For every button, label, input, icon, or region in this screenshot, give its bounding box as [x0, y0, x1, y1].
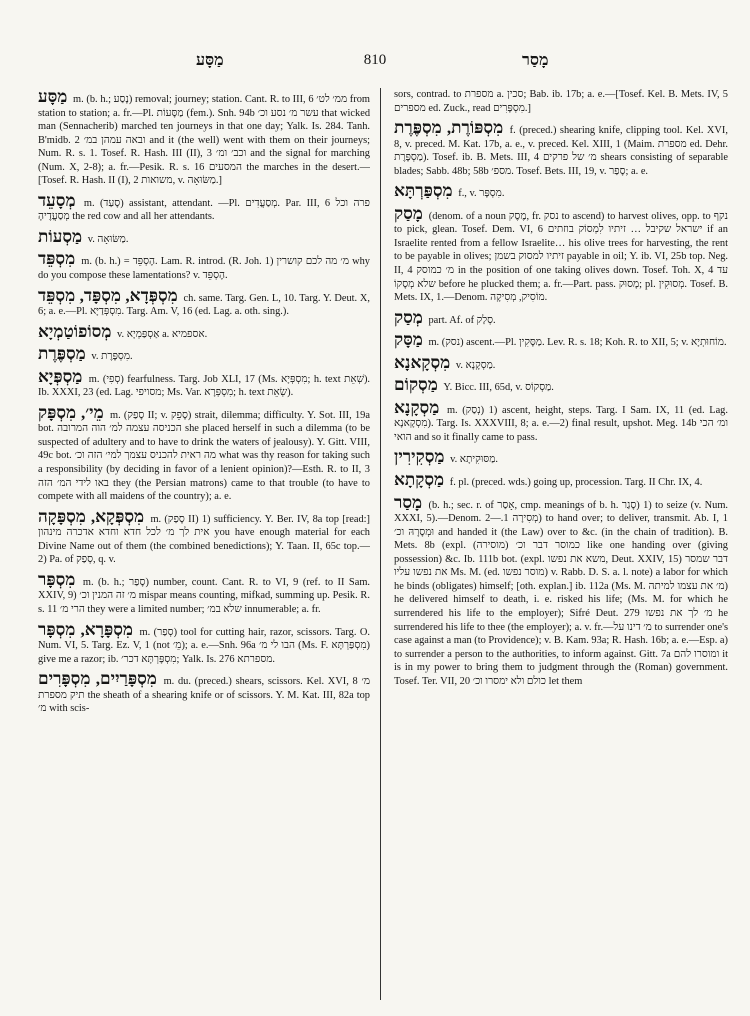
- running-header: [0, 52, 750, 78]
- dictionary-entry: [394, 88, 728, 115]
- dictionary-entry: [394, 205, 728, 305]
- entry-definition: m. (b. h.; סָפַר) number, count. Cant. R. to VI, 9 (ref. to II Sam. XXIV, 9) מ׳ זה המנין וכ׳ mispar means counting, mifkad, summing up. Pesik. R. s. 11 הרי מ׳ they were a limited number; שלא במ׳ innumerable; a. fr.: [38, 576, 370, 615]
- entry-headword: מִסְפֵּד: [38, 249, 76, 269]
- entry-headword: מְסַק: [394, 307, 423, 327]
- entry-headword: מַסְעוֹת: [38, 226, 83, 246]
- dictionary-entry: [38, 228, 370, 247]
- dictionary-entry: [38, 192, 370, 224]
- entry-headword: מִסְפּוֹרֶת, מִסְפֶּרֶת: [394, 118, 504, 138]
- left-guide-word: מַסָּע: [196, 52, 224, 69]
- entry-headword: מִסְפָּרָא, מִסְפָּר: [38, 619, 133, 639]
- dictionary-entry: [38, 88, 370, 188]
- entry-headword: מָסַק: [394, 203, 423, 223]
- entry-definition: (denom. of a noun מֶסֶק, fr. נסק to ascend) to harvest olives, opp. to נקף to pick, glean. Tosef. Dem. VI, 6 ישראל שקיבל … זיתיו לִמְסוֹק בוזתים if an Israelite rented from a fellow Israelite… his olive trees for harvesting, the rent to be payable in olives; זיתיו למסוק בשמן payable in oil; Y. ib. VI, 25b top. Neg. II, 4 מ׳ כמוסק in the position of one taking olives down. Tosef. Toh. X, 4 עד שלא מְסָקוֹ before he plucked them; a. fr.—Part. pass. מָסוּק; pl. מְסוּקִין. Tosef. B. Mets. IX, 1.—Denom. מוֹסִיק, מְסִיקָה.: [394, 210, 728, 304]
- dictionary-entry: [38, 345, 370, 364]
- entry-definition: f., v. מִסְפָּר.: [458, 188, 505, 200]
- right-column: [394, 88, 728, 1003]
- dictionary-entry: [38, 571, 370, 617]
- entry-definition: m. (נְסַק) 1) ascent, height, steps. Targ. I Sam. IX, 11 (ed. Lag. מִסְקָאנָא). Targ. Is. XXXVIII, 8; a. e.—2) final result, upshot. Meg. 14b ומ׳ הכי הואי and so it finally came to pass.: [394, 404, 728, 443]
- page-number: 810: [363, 52, 387, 68]
- dictionary-entry: [394, 471, 728, 490]
- entry-definition: (b. h.; sec. r. of אָסַר, cmp. meanings of b. h. סָגַר) 1) to seize (v. Num. XXXI, 5).—Denom. מְסִירָה 1.—2) to hand over; to deliver, transmit. Ab. I, 1 וּמְסָרָהּ וכ׳ and handed it (the Law) over to &c. (in the chain of tradition). B. Mets. 8b (expl. כמוסר דבר וכ׳ (מוסירה) like one handing over (giving possession) &c. Ib. 111b bot. (expl. משא את נפשו, Deut. XXIV, 15) דבר שמסר את נפשו עליו Ms. M. (ed. מוסר נפשו) v. Rabb. D. S. a. l. note) a labor for which he binds (obligates) himself; [oth. explan.] ib. 112a (Ms. M. מ׳ את עצמו למיתה) he delivered himself to death, i. e. risked his life; (Ms. M. for which he surrendered his life to the employer); Sifré Deut. 279 מ׳ לך את נפשו he surrendered his life to thee (the employer); a. v. fr.—מ׳ דינו על to surrender one's case against a man (to Providence); v. B. Kam. 93a; R. Hash. 16b; a. e.—Esp. a) to surrender a person to the authorities, to inform against. Gitt. 7a ומוסרו להם it is in my power to bring them to judgment through the (Roman) government. Tosef. Ter. VII, 20 כולם ולא ימסרו וכ׳ let them: [394, 499, 728, 687]
- dictionary-entry: [394, 182, 728, 201]
- entry-headword: מַסְקִירִין: [394, 447, 445, 467]
- entry-definition: v. מַשּׂוּאָה.: [87, 233, 129, 245]
- entry-definition: m. (נסק) ascent.—Pl. מַסָּקִין. Lev. R. s. 18; Koh. R. to XII, 5; v. מוֹחוּתְיָא.: [428, 337, 727, 349]
- entry-definition: v. מַסּוּקִיתָא.: [450, 454, 498, 466]
- entry-headword: מִסְפְּדָא, מִסְפָּד, מִסְפֵּד: [38, 285, 178, 305]
- entry-headword: מְסָעֵד: [38, 190, 76, 210]
- dictionary-entry: [394, 494, 728, 689]
- entry-definition: m. (סָפַק II) 1) sufficiency. Y. Ber. IV, 8a top [read:] אית לך מ׳ לכל חדא וחדא אדכרה מינהון you have enough material for each Divine Name out of them (the combined benedictions); Y. Taan. II, 65c top.—2) Pa. of סְפַק, q. v.: [38, 513, 370, 566]
- dictionary-entry: [394, 354, 728, 373]
- dictionary-entry: [38, 621, 370, 667]
- entry-definition: m. (b. h.) = הֶסְפֵּד. Lam. R. introd. (R. Joh. 1) מ׳ מה לכם קושרין why do you compose these lamentations? v. הֶסְפֵּד.: [38, 256, 370, 282]
- entry-definition: m. du. (preced.) shears, scissors. Kel. XVI, 8 מ׳ תיק מספרת the sheath of a shearing knife or of scissors. Y. M. Kat. III, 82a top מ׳ with scis-: [38, 676, 370, 715]
- dictionary-entry: [38, 404, 370, 504]
- entry-definition: m. (סְפַר) tool for cutting hair, razor, scissors. Targ. O. Num. VI, 5. Targ. Ez. V, 1 (not מֵ׳); a. e.—Snh. 96a הבו לי מ׳ (Ms. F. מִסְפַּרְתָּא) give me a razor; ib. מִסְפָּרְתָּא דכר׳; Yalk. Is. 276 מספרתא.: [38, 626, 370, 665]
- entry-definition: Y. Bicc. III, 65d, v. מַסְקוֹס.: [443, 382, 554, 394]
- dictionary-entry: [38, 250, 370, 282]
- entry-headword: מַסְקָנָא: [394, 397, 440, 417]
- entry-headword: מִסְפַּרְתָּא: [394, 181, 453, 201]
- entry-headword: מְסוֹפוֹטַמְיָא: [38, 321, 112, 341]
- entry-headword: מִסְקָאנָא: [394, 352, 451, 372]
- entry-definition: sors, contrad. to מספרת a. סכין; Bab. ib. 17b; a. e.—[Tosef. Kel. B. Mets. IV, 5 מספרים ed. Zuck., read מִסְפָּרִים.]: [394, 89, 728, 114]
- right-guide-word: מָסַר: [522, 52, 549, 69]
- entry-definition: part. Af. of סְלַק.: [428, 314, 496, 326]
- entry-definition: m. (סָפַק II; v. סָפֵק) strait, dilemma; difficulty. Y. Sot. III, 19a bot. הכניסה עצמה למ׳ הוה המרובה she placed herself in such a dilemma (to be suspected of adultery and to have to drink the waters of jealousy). Y. Gitt. VIII, 49c bot. מה ראית להכניס עצמך למי׳ הזה וכ׳ what was thy reason for taking such a responsibility (by deciding in favor of a lenient opinion)?—Esth. R. to II, 3 באו לידי המ׳ הזה they (the Persian matrons) came to that trouble (to have to compete with all maidens of the country); a. e.: [38, 409, 370, 503]
- entry-definition: v. מִסְפֶּרֶת.: [91, 351, 133, 363]
- entry-definition: v. מַסְקָנָא.: [455, 359, 496, 371]
- entry-definition: ch. same. Targ. Gen. L, 10. Targ. Y. Deut. X, 6; a. e.—Pl. מִסְפְּדַיָּא. Targ. Am. V, 16 (ed. Lag. a. oth. sing.).: [38, 292, 370, 318]
- entry-headword: מַסָּק: [394, 330, 423, 350]
- entry-headword: מַסְקָתָא: [394, 470, 445, 490]
- entry-headword: מַסְפְּיָא: [38, 366, 83, 386]
- entry-definition: m. (סְפִי) fearfulness. Targ. Job XLI, 17 (Ms. מִסְפְּיָא; h. text שְׁאֵת). Ib. XXXI, 23 (ed. Lag. מסויפי; Ms. Var. מִסְפְּרָא; h. text שְׂאֵת).: [38, 373, 370, 399]
- dictionary-entry: [38, 508, 370, 567]
- dictionary-entry: [394, 309, 728, 328]
- entry-definition: f. (preced.) shearing knife, clipping tool. Kel. XVI, 8, v. preced. M. Kat. 17b, a. e., v. preced. Kel. XIII, 1 (Maim. מספרת ed. Dehr. מַסְפֶּרֶת). Tosef. ib. B. Mets. III, 4 מ׳ של פרקים shears consisting of separable blades; Sabb. 48b; 58b מספ׳. Tosef. Bets. III, 19, v. סָפַר; a. e.: [394, 125, 728, 177]
- dictionary-entry: [394, 399, 728, 445]
- entry-headword: מַסְקוֹם: [394, 375, 438, 395]
- dictionary-entry: [38, 323, 370, 342]
- dictionary-entry: [394, 119, 728, 178]
- dictionary-entry: [38, 670, 370, 716]
- dictionary-entry: [394, 448, 728, 467]
- entry-definition: m. (b. h.; נָסַע) removal; journey; station. Cant. R. to III, 6 ממ׳ לט׳ from station to station; a. fr.—Pl. מַסָּעוֹת (fem.). Snh. 94b עשר מ׳ נסע וכ׳ that wicked man (Sennacherib) marched ten journeys in that one day; Yalk. Is. 284. Tanh. B'midb. 2 ובאה עמהן במ׳ and it (the well) went with them on their journeys; Num. R. s. 1. Tosef. R. Hash. III (II), 3 וכב׳ ומ׳ and the signal for marching (Num. X, 2-8); a. fr.—Pesik. R. s. 16 המסעים the marches in the desert.—[Tosef. R. Hash. II (I), 2 משואות, v. מַשּׂוּאָה.]: [38, 94, 370, 187]
- entry-definition: m. (סָעַד) assistant, attendant. —Pl. מְסַעֲדִים. Par. III, 6 פרה וכל מְסַעֲדֶיהָ the red cow and all her attendants.: [38, 197, 370, 223]
- left-column: [38, 88, 370, 1003]
- entry-headword: מָסַר: [394, 492, 423, 512]
- entry-headword: מִסְפָּרַיִים, מִסְפָּרִים: [38, 669, 157, 689]
- dictionary-entry: [394, 376, 728, 395]
- entry-definition: v. אַסְפַּמְיָא a. אספמיא.: [117, 328, 208, 340]
- dictionary-entry: [394, 331, 728, 350]
- entry-headword: מִסְפָּר: [38, 569, 76, 589]
- entry-definition: f. pl. (preced. wds.) going up, procession. Targ. II Chr. IX, 4.: [449, 477, 703, 489]
- dictionary-entry: [38, 368, 370, 400]
- entry-headword: מַסָּע: [38, 88, 68, 106]
- dictionary-entry: [38, 287, 370, 319]
- entry-headword: מִסְפְּקָא, מִסְפָּקָה: [38, 506, 145, 526]
- column-divider: [380, 88, 381, 1000]
- entry-headword: מֵי׳, מִסְפָּק: [38, 402, 104, 422]
- entry-headword: מַסְפֶּרֶת: [38, 344, 86, 364]
